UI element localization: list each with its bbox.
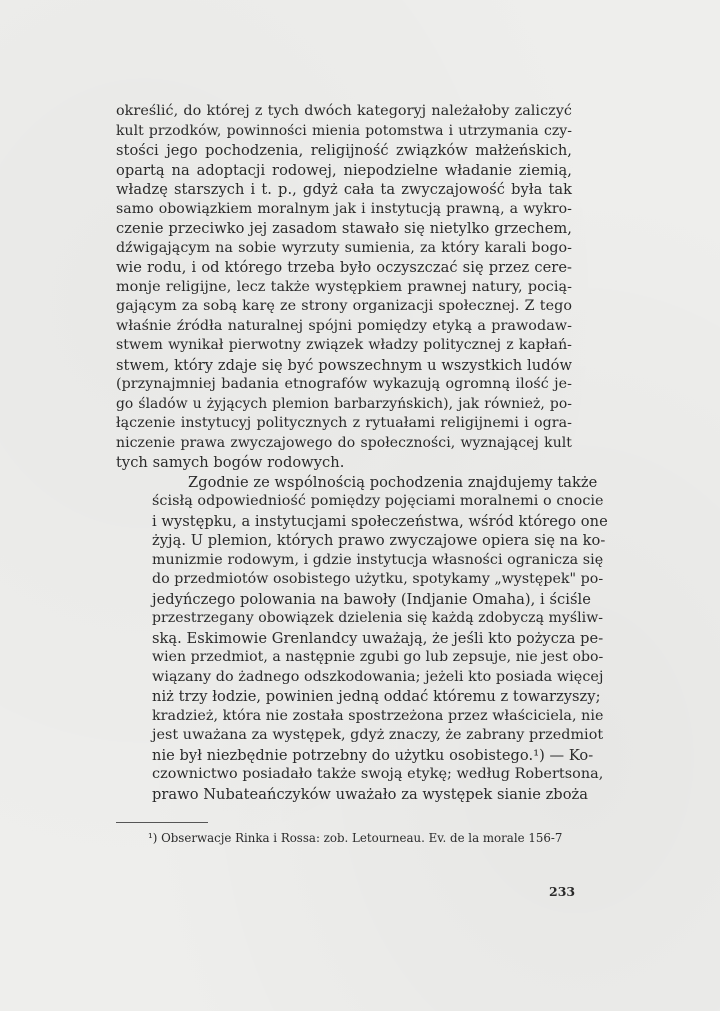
text-line: samo obowiązkiem moralnym jak i instytucją prawną, a wykro- xyxy=(116,200,572,217)
text-line: żyją. U plemion, których prawo zwyczajowe opiera się na ko- xyxy=(152,532,606,549)
page-number: 233 xyxy=(549,884,576,899)
text-line: Zgodnie ze wspólnością pochodzenia znajdujemy także xyxy=(188,473,598,491)
text-line: kradzież, która nie została spostrzeżona przez właściciela, nie xyxy=(152,707,604,724)
text-line: władzę starszych i t. p., gdyż cała ta zwyczajowość była tak xyxy=(116,181,572,198)
text-line: opartą na adoptacji rodowej, niepodzielne władanie ziemią, xyxy=(116,161,572,179)
text-line: wien przedmiot, a następnie zgubi go lub zepsuje, nie jest obo- xyxy=(152,649,604,665)
text-line: wie rodu, i od którego trzeba było oczyszczać się przez cere- xyxy=(116,259,572,276)
body-text xyxy=(116,102,608,804)
text-line: stości jego pochodzenia, religijność związków małżeńskich, xyxy=(116,142,572,159)
text-line: stwem wynikał pierwotny związek władzy politycznej z kapłań- xyxy=(116,337,572,353)
paragraph-2 xyxy=(116,473,608,805)
text-line: jedyńczego polowania na bawoły (Indjanie Omaha), i ściśle xyxy=(152,590,591,608)
text-line: przestrzegany obowiązek dzielenia się każdą zdobyczą myśliw- xyxy=(152,610,604,626)
text-line: dźwigającym na sobie wyrzuty sumienia, za który karali bogo- xyxy=(116,239,572,256)
text-line: kult przodków, powinności mienia potomstwa i utrzymania czy- xyxy=(116,122,572,139)
text-line: czownictwo posiadało także swoją etykę; według Robertsona, xyxy=(152,766,604,782)
text-line: wiązany do żadnego odszkodowania; jeżeli kto posiada więcej xyxy=(152,668,604,685)
text-line: i występku, a instytucjami społeczeństwa, wśród którego one xyxy=(152,512,608,530)
text-line: monje religijne, lecz także występkiem prawnej natury, pocią- xyxy=(116,278,572,295)
text-line: nie był niezbędnie potrzebny do użytku osobistego.¹) — Ko- xyxy=(152,746,594,764)
text-line: niż trzy łodzie, powinien jedną oddać któremu z towarzyszy; xyxy=(152,688,601,705)
text-line: tych samych bogów rodowych. xyxy=(116,454,345,471)
text-line: prawo Nubateańczyków uważało za występek sianie zboża xyxy=(152,785,589,803)
text-line: stwem, który zdaje się być powszechnym u wszystkich ludów xyxy=(116,356,572,374)
text-line: jest uważana za występek, gdyż znaczy, że zabrany przedmiot xyxy=(152,727,604,743)
footnote: ¹) Obserwacje Rinka i Rossa: zob. Letourneau. Ev. de la morale 156-7 xyxy=(148,831,563,845)
text-line: określić, do której z tych dwóch kategoryj należałoby zaliczyć xyxy=(116,103,572,119)
text-line: właśnie źródła naturalnej spójni pomiędzy etyką a prawodaw- xyxy=(116,317,572,334)
paragraph-1 xyxy=(116,102,572,473)
text-line: do przedmiotów osobistego użytku, spotykamy „występek" po- xyxy=(152,571,604,587)
text-line: ścisłą odpowiedniość pomiędzy pojęciami moralnemi o cnocie xyxy=(152,493,604,509)
text-line: łączenie instytucyj politycznych z rytuałami religijnemi i ogra- xyxy=(116,415,572,431)
text-line: munizmie rodowym, i gdzie instytucja własności ogranicza się xyxy=(152,551,604,568)
text-line: gającym za sobą karę ze strony organizacji społecznej. Z tego xyxy=(116,298,572,314)
text-line: ską. Eskimowie Grenlandcy uważają, że jeśli kto pożycza pe- xyxy=(152,629,604,647)
text-line: czenie przeciwko jej zasadom stawało się nietylko grzechem, xyxy=(116,220,572,237)
text-line: (przynajmniej badania etnografów wykazują ogromną ilość je- xyxy=(116,376,572,392)
text-line: go śladów u żyjących plemion barbarzyńskich), jak również, po- xyxy=(116,395,572,412)
footnote-divider xyxy=(116,822,208,823)
text-line: niczenie prawa zwyczajowego do społeczności, wyznającej kult xyxy=(116,434,572,451)
